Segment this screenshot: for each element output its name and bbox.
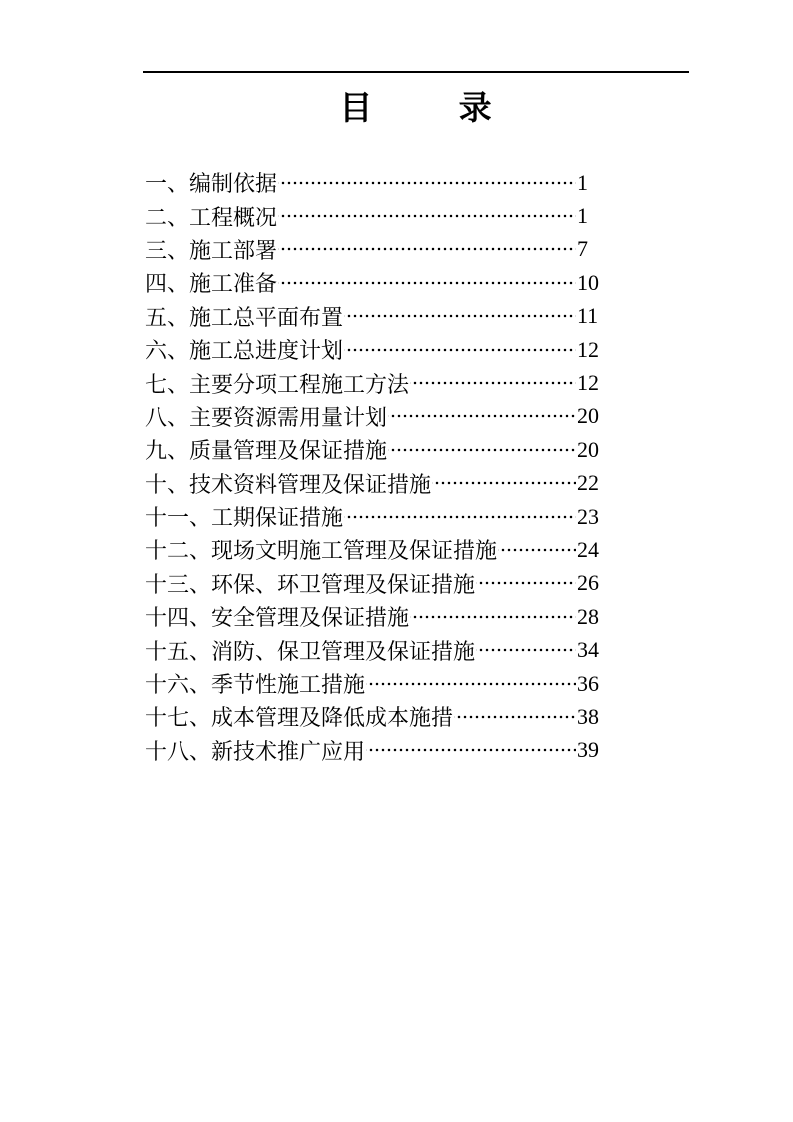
toc-entry-title: 六、施工总进度计划: [145, 338, 344, 364]
dot-leader: [388, 433, 576, 466]
toc-entry: [145, 400, 602, 433]
toc-entry-title: 七、主要分项工程施工方法: [145, 371, 410, 397]
dot-leader: [344, 500, 576, 533]
toc-entry-page-number: 20: [577, 436, 599, 462]
toc-entry-title: 九、质量管理及保证措施: [145, 438, 388, 464]
toc-entry-page-number: 7: [577, 236, 588, 262]
toc-entry-title: 三、施工部署: [145, 237, 278, 263]
toc-entry-title: 五、施工总平面布置: [145, 304, 344, 330]
toc-entry-title: 十八、新技术推广应用: [145, 738, 366, 764]
toc-entry: [145, 233, 602, 266]
toc-entry: [145, 266, 602, 299]
table-of-contents: [145, 166, 602, 767]
toc-entry-title: 十五、消防、保卫管理及保证措施: [145, 638, 476, 664]
toc-entry: [145, 734, 602, 767]
toc-entry-title: 四、施工准备: [145, 271, 278, 297]
toc-entry-page-number: 23: [577, 503, 599, 529]
toc-entry-page-number: 38: [577, 703, 599, 729]
dot-leader: [410, 600, 576, 633]
toc-entry-page-number: 20: [577, 403, 599, 429]
toc-entry-title: 十七、成本管理及降低成本施措: [145, 705, 454, 731]
dot-leader: [498, 533, 576, 566]
toc-entry: [145, 366, 602, 399]
toc-entry: [145, 600, 602, 633]
dot-leader: [410, 366, 576, 399]
dot-leader: [432, 467, 576, 500]
toc-entry: [145, 533, 602, 566]
dot-leader: [366, 667, 576, 700]
toc-entry: [145, 567, 602, 600]
toc-entry-page-number: 28: [577, 603, 599, 629]
toc-entry-title: 二、工程概况: [145, 204, 278, 230]
toc-entry: [145, 333, 602, 366]
toc-entry-page-number: 22: [577, 470, 599, 496]
toc-entry: [145, 433, 602, 466]
toc-entry-page-number: 1: [577, 203, 588, 229]
toc-entry: [145, 467, 602, 500]
toc-entry-page-number: 12: [577, 336, 599, 362]
dot-leader: [278, 199, 576, 232]
toc-entry-title: 十六、季节性施工措施: [145, 672, 366, 698]
toc-entry-page-number: 39: [577, 737, 599, 763]
page-title: 目 录: [339, 91, 493, 127]
dot-leader: [366, 734, 576, 767]
toc-entry-page-number: 1: [577, 169, 588, 195]
header-rule-divider: [143, 71, 689, 73]
toc-entry: [145, 667, 602, 700]
dot-leader: [278, 233, 576, 266]
toc-entry-title: 十二、现场文明施工管理及保证措施: [145, 538, 498, 564]
toc-entry: [145, 300, 602, 333]
toc-entry-page-number: 10: [577, 269, 599, 295]
dot-leader: [344, 333, 576, 366]
dot-leader: [476, 633, 576, 666]
toc-entry: [145, 633, 602, 666]
toc-entry-title: 十、技术资料管理及保证措施: [145, 471, 432, 497]
toc-entry-page-number: 26: [577, 570, 599, 596]
dot-leader: [476, 567, 576, 600]
toc-entry: [145, 700, 602, 733]
toc-entry-page-number: 34: [577, 637, 599, 663]
toc-entry-page-number: 12: [577, 370, 599, 396]
toc-entry-title: 八、主要资源需用量计划: [145, 404, 388, 430]
toc-entry-page-number: 24: [577, 536, 599, 562]
toc-entry-title: 十四、安全管理及保证措施: [145, 605, 410, 631]
dot-leader: [344, 300, 576, 333]
toc-entry-title: 一、编制依据: [145, 171, 278, 197]
toc-entry-page-number: 36: [577, 670, 599, 696]
toc-entry: [145, 166, 602, 199]
toc-entry: [145, 199, 602, 232]
toc-entry-page-number: 11: [577, 303, 599, 329]
dot-leader: [278, 266, 576, 299]
dot-leader: [454, 700, 576, 733]
dot-leader: [388, 400, 576, 433]
toc-entry-title: 十三、环保、环卫管理及保证措施: [145, 571, 476, 597]
toc-entry-title: 十一、工期保证措施: [145, 505, 344, 531]
toc-entry: [145, 500, 602, 533]
dot-leader: [278, 166, 576, 199]
